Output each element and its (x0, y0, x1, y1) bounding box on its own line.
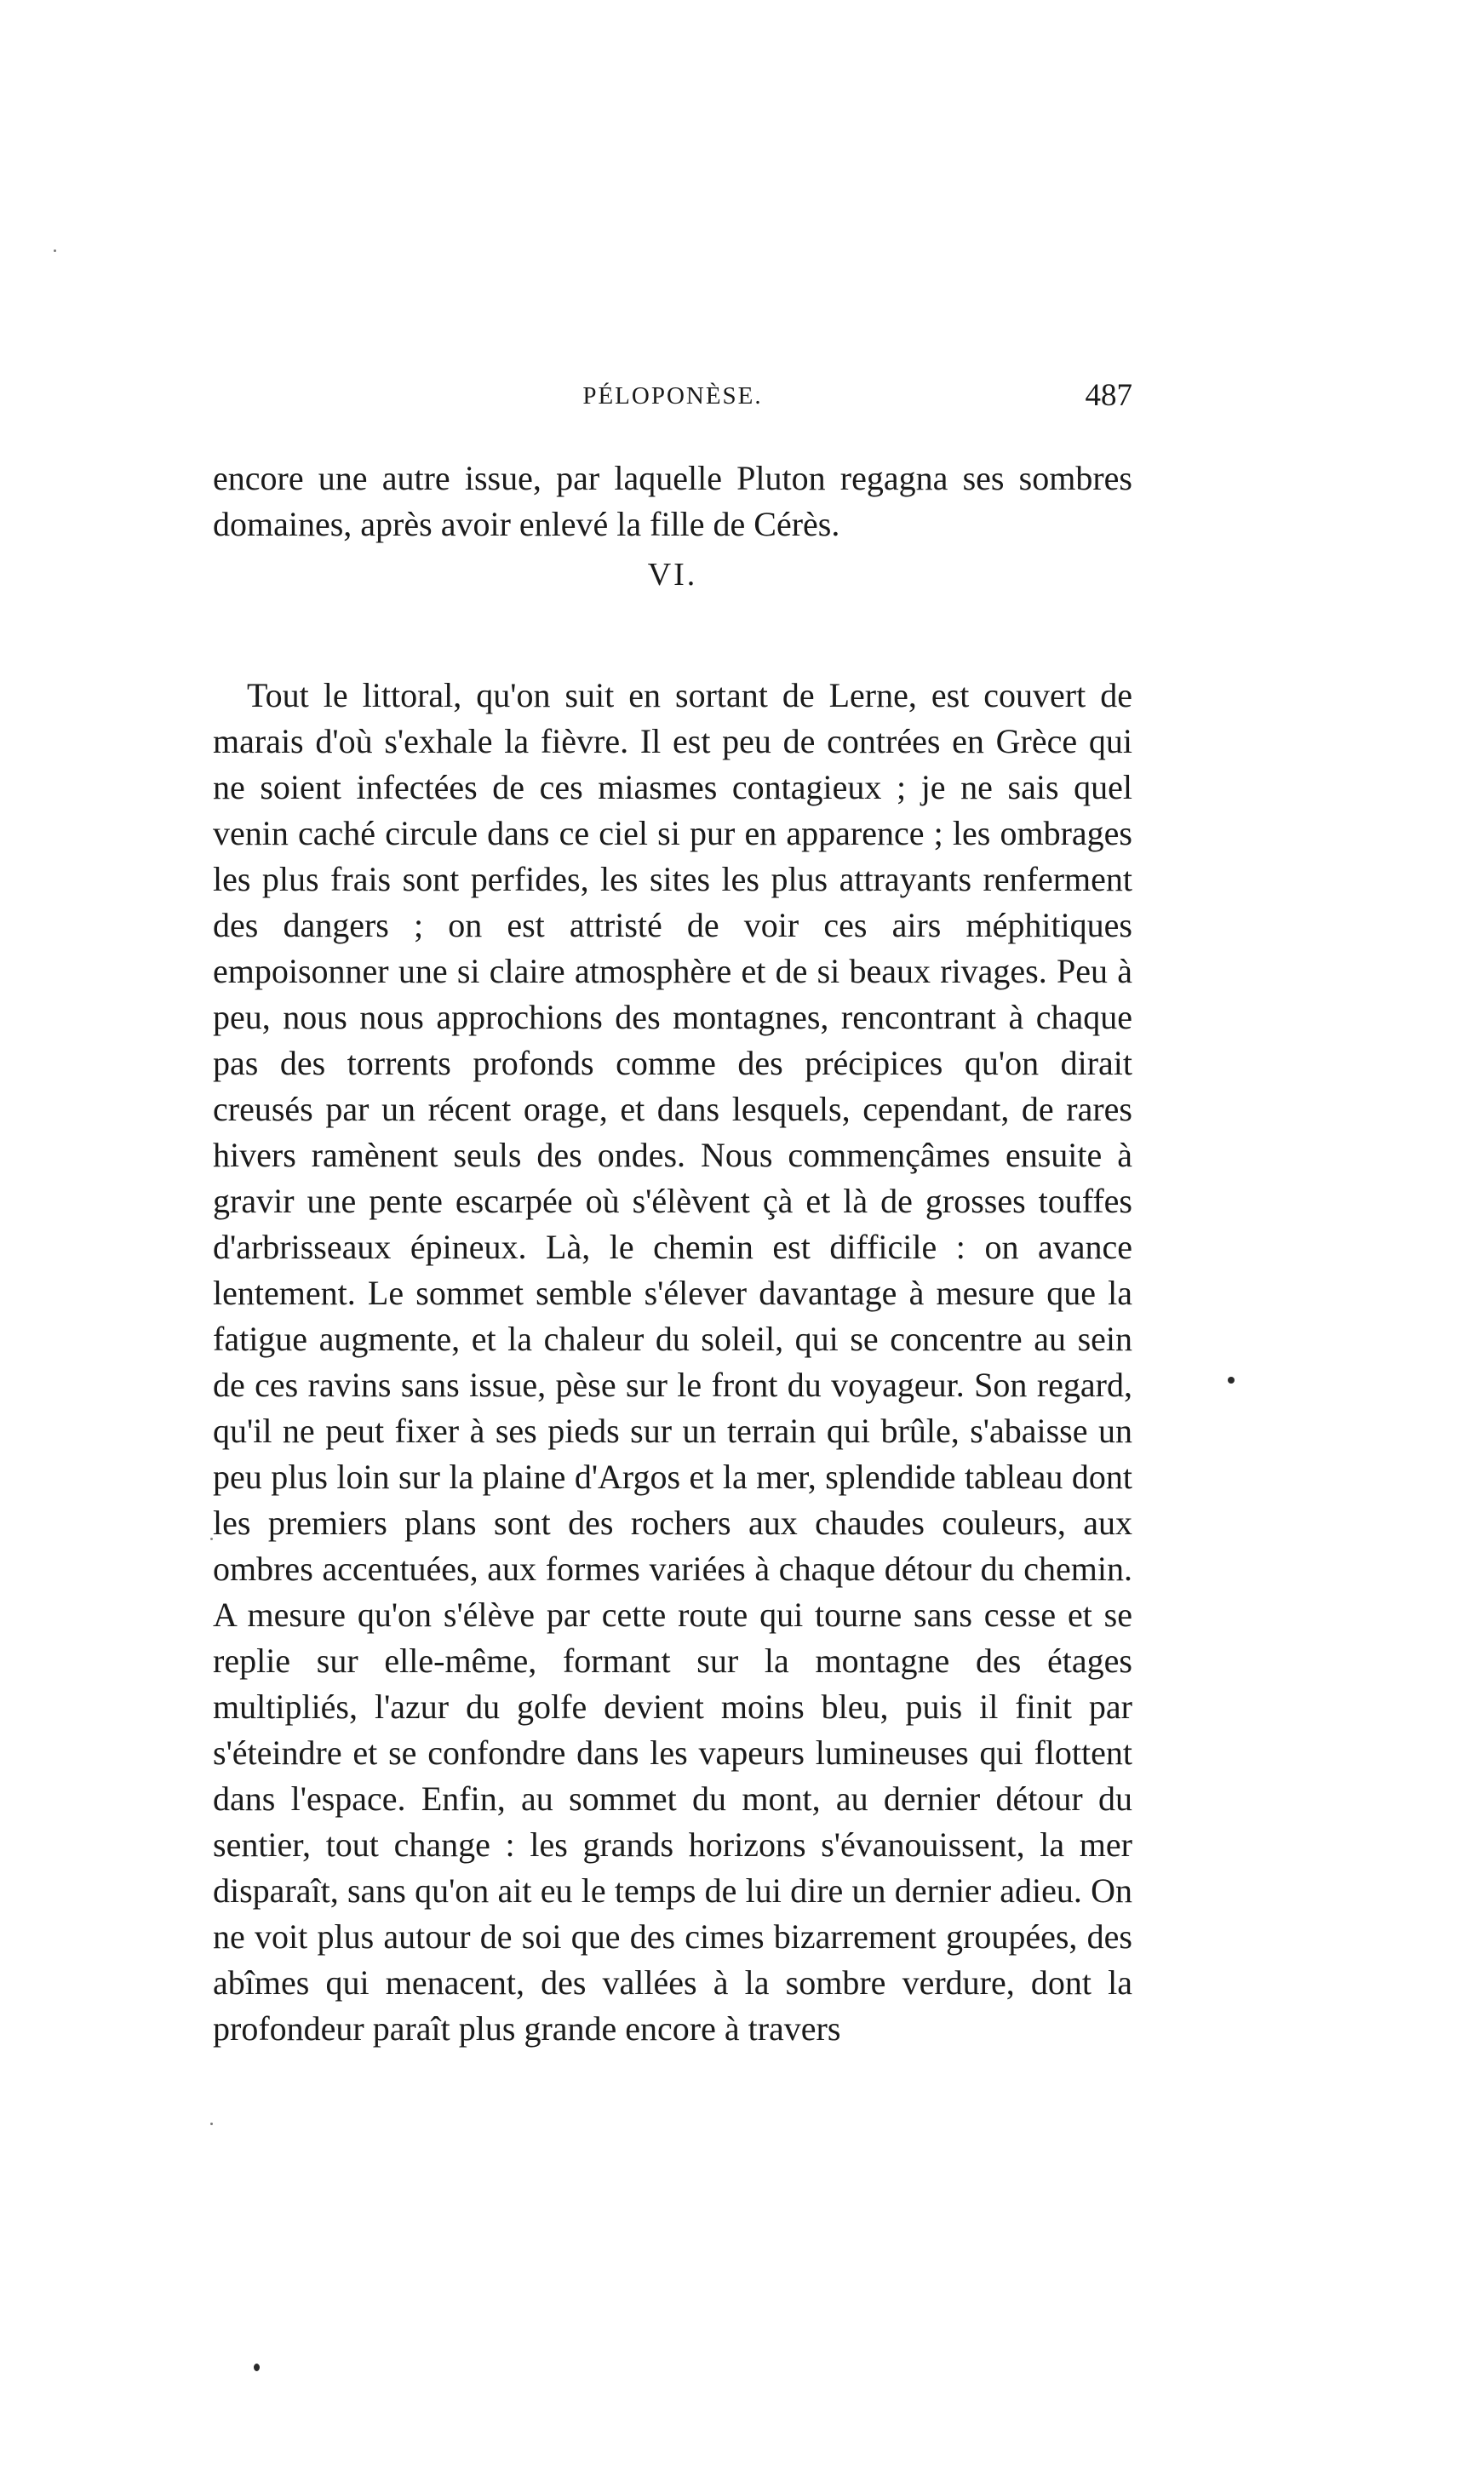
running-title: PÉLOPONÈSE. (582, 382, 763, 410)
ink-speck (1228, 1377, 1235, 1384)
running-head (213, 375, 1132, 417)
ink-speck (254, 2364, 260, 2371)
main-paragraph: Tout le littoral, qu'on suit en sortant de Lerne, est couvert de marais d'où s'exhale la fièvre. Il est peu de contrées en Grèce qui ne soient infectées de ces miasmes contagieux ; je ne sais quel venin caché circule dans ce ciel si pur en apparence ; les ombrages les plus frais sont perfides, les sites les plus attrayants renferment des dangers ; on est attristé de voir ces airs méphitiques empoisonner une si claire atmosphère et de si beaux rivages. Peu à peu, nous nous approchions des montagnes, rencontrant à chaque pas des torrents profonds comme des précipices qu'on dirait creusés par un récent orage, et dans lesquels, cependant, de rares hivers ramènent seuls des ondes. Nous commençâmes ensuite à gravir une pente escarpée où s'élèvent çà et là de grosses touffes d'arbrisseaux épineux. Là, le chemin est difficile : on avance lentement. Le sommet semble s'élever davantage à mesure que la fatigue augmente, et la chaleur du soleil, qui se concentre au sein de ces ravins sans issue, pèse sur le front du voyageur. Son regard, qu'il ne peut fixer à ses pieds sur un terrain qui brûle, s'abaisse un peu plus loin sur la plaine d'Argos et la mer, splendide tableau dont les premiers plans sont des rochers aux chaudes couleurs, aux ombres accentuées, aux formes variées à chaque détour du chemin. A mesure qu'on s'élève par cette route qui tourne sans cesse et se replie sur elle-même, formant sur la montagne des étages multipliés, l'azur du golfe devient moins bleu, puis il finit par s'éteindre et se confondre dans les vapeurs lumineuses qui flottent dans l'espace. Enfin, au sommet du mont, au dernier détour du sentier, tout change : les grands horizons s'évanouissent, la mer disparaît, sans qu'on ait eu le temps de lui dire un dernier adieu. On ne voit plus autour de soi que des cimes bizarrement groupées, des abîmes qui menacent, des vallées à la sombre verdure, dont la profondeur paraît plus grande encore à travers (213, 676, 1132, 2048)
continuation-paragraph: encore une autre issue, par laquelle Pluton regagna ses sombres domaines, après avoir enlevé la fille de Cérès. (213, 459, 1132, 543)
ink-speck (210, 1538, 213, 1540)
page-number: 487 (1085, 378, 1132, 413)
section-heading: VI. (647, 557, 698, 593)
ink-speck (54, 249, 56, 252)
ink-speck (210, 2123, 213, 2125)
